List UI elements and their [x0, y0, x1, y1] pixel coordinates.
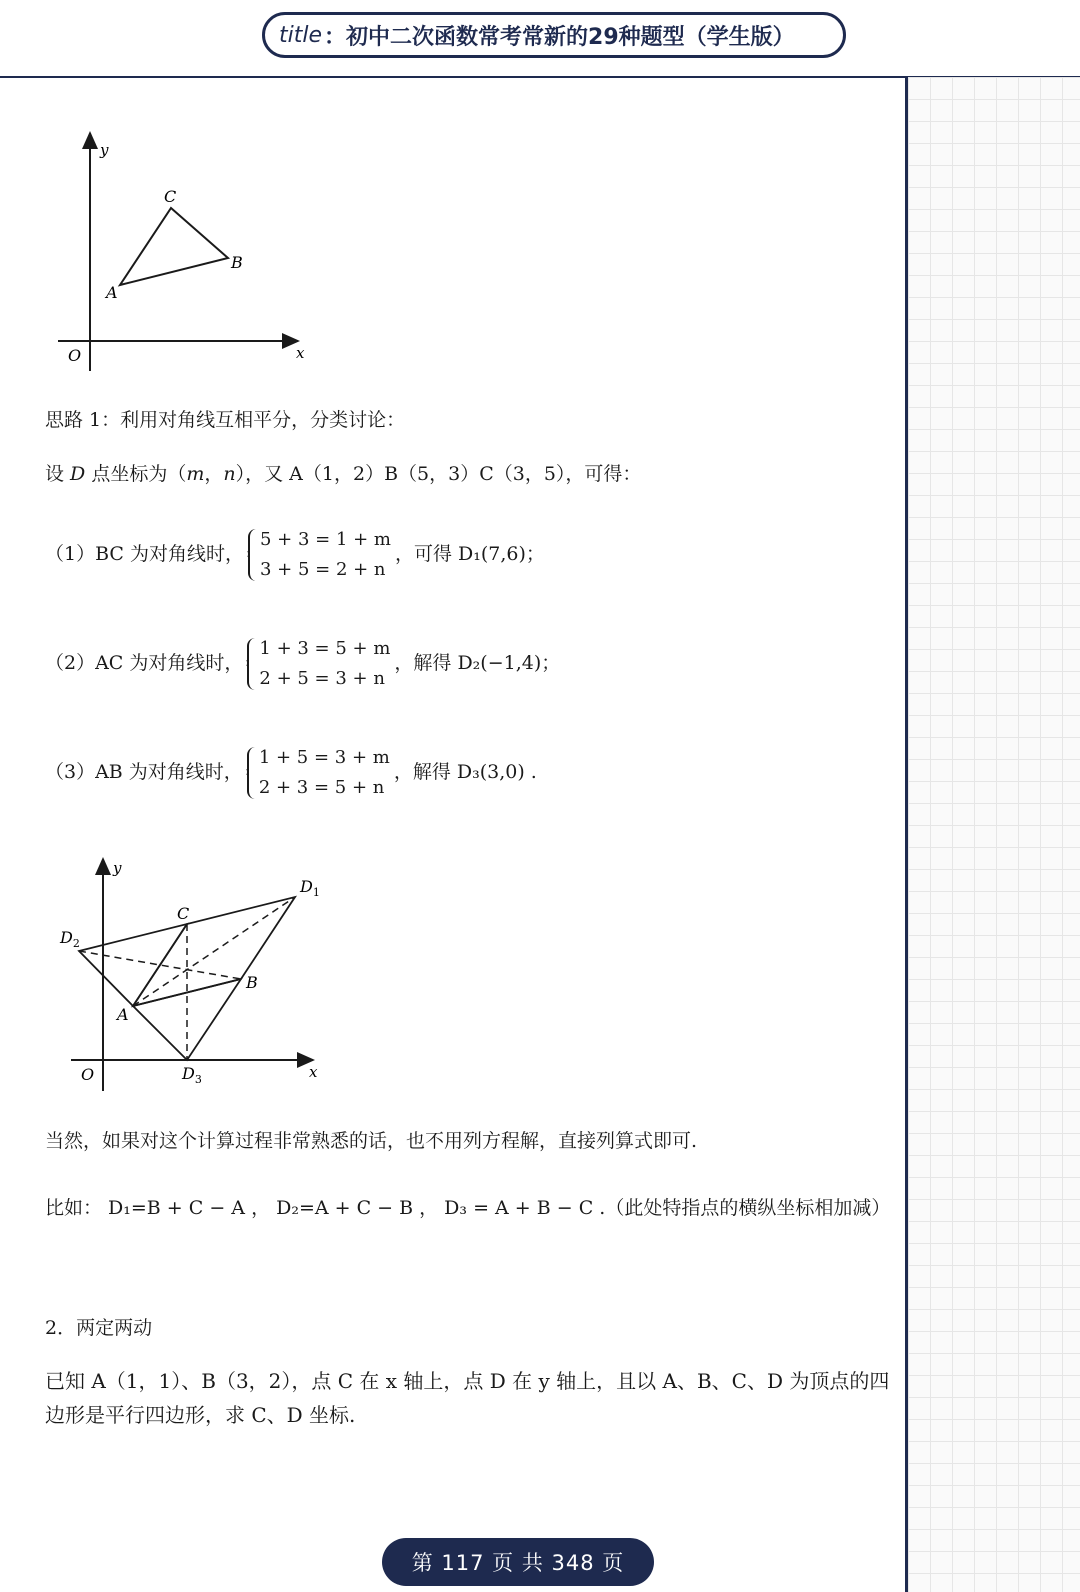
case-3	[45, 743, 537, 803]
x-axis-label: x	[309, 1063, 318, 1081]
problem-line-2: 边形是平行四边形，求 C、D 坐标.	[45, 1403, 356, 1427]
case-3-label: （3）AB 为对角线时，	[45, 761, 243, 783]
point-d1-label	[299, 877, 320, 899]
origin-label: O	[68, 346, 82, 365]
case-3-result: ，解得 D₃(3,0) .	[393, 761, 537, 783]
section-2-heading: 2．两定两动	[45, 1317, 153, 1339]
case-1-eq1: 5 + 3 = 1 + m	[259, 529, 391, 550]
case-3-eq1: 1 + 5 = 3 + m	[258, 747, 390, 768]
case-2-system	[247, 634, 390, 694]
case-1-eq2: 3 + 5 = 2 + n	[259, 559, 386, 580]
triangle-abc	[120, 208, 228, 285]
origin-label: O	[81, 1065, 95, 1084]
example-line: 比如： D₁=B + C − A ， D₂=A + C − B ， D₃ = A + B − C .（此处特指点的横纵坐标相加减）	[45, 1197, 891, 1219]
case-2-result: ，解得 D₂(−1,4)；	[394, 652, 561, 674]
point-b-label: B	[246, 973, 258, 992]
setup-m: m	[186, 463, 205, 485]
d1-letter: D	[300, 877, 313, 896]
setup-mid: 点坐标为（	[85, 463, 187, 485]
setup-d: D	[70, 463, 86, 485]
case-1-label: （1）BC 为对角线时，	[45, 543, 244, 565]
case-3-system	[247, 743, 390, 803]
case-3-eq2: 2 + 3 = 5 + n	[258, 777, 385, 798]
point-d3-label	[181, 1064, 202, 1086]
point-c-label: C	[177, 904, 190, 923]
point-b-label: B	[231, 253, 243, 272]
point-a-label: A	[106, 283, 118, 302]
case-2-label: （2）AC 为对角线时，	[45, 652, 244, 674]
case-2-eq2: 2 + 5 = 3 + n	[259, 668, 385, 689]
title-keyword: title	[279, 22, 323, 48]
point-d2-label	[59, 928, 80, 950]
setup-prefix: 设	[45, 463, 71, 485]
case-2	[45, 634, 560, 694]
title-text: ：初中二次函数常考常新的29种题型（学生版）	[324, 24, 795, 50]
y-axis-label: y	[113, 859, 122, 877]
setup-rest: ），又 A（1，2）B（5，3）C（3，5），可得：	[235, 463, 642, 485]
page-number-badge: 第 117 页 共 348 页	[382, 1538, 654, 1586]
notes-grid-panel	[905, 77, 1080, 1592]
case-1-system	[248, 525, 391, 585]
point-c-label: C	[164, 187, 177, 206]
figure-parallelograms	[55, 855, 340, 1100]
d3-letter: D	[182, 1064, 195, 1083]
case-1-result: ，可得 D₁(7,6)；	[395, 543, 545, 565]
setup-comma: ，	[204, 463, 224, 485]
point-a-label: A	[117, 1005, 129, 1024]
problem-line-1: 已知 A（1，1）、B（3，2），点 C 在 x 轴上，点 D 在 y 轴上，且以 A、B、C、D 为顶点的四	[45, 1369, 890, 1393]
parallelogram-d2	[79, 924, 187, 1006]
d1-subscript: 1	[312, 886, 320, 899]
note-line: 当然，如果对这个计算过程非常熟悉的话，也不用列方程解，直接列算式即可.	[45, 1130, 698, 1152]
setup-n: n	[223, 463, 236, 485]
d3-subscript: 3	[194, 1073, 202, 1086]
idea-1-line: 思路 1：利用对角线互相平分，分类讨论：	[45, 409, 406, 431]
y-axis-label: y	[100, 141, 109, 159]
d2-subscript: 2	[72, 937, 80, 950]
figure-triangle-abc	[50, 125, 320, 380]
case-1	[45, 525, 545, 585]
d2-letter: D	[60, 928, 73, 947]
x-axis-label: x	[296, 344, 305, 362]
setup-line	[45, 461, 641, 487]
diagonal-a-d1	[133, 897, 295, 1006]
case-2-eq1: 1 + 3 = 5 + m	[259, 638, 391, 659]
